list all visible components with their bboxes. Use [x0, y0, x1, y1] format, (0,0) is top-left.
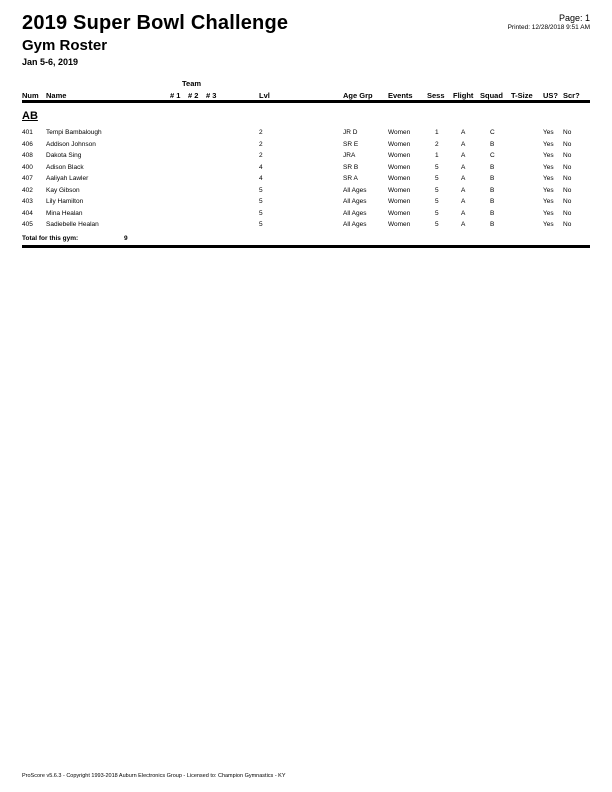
column-header-sess: Sess [427, 91, 445, 100]
row-squad: B [490, 221, 495, 228]
row-events: Women [388, 140, 411, 148]
column-header-lvl: Lvl [259, 91, 270, 100]
row-events: Women [388, 209, 411, 217]
row-age-grp: SR B [343, 163, 359, 171]
row-name: Aaliyah Lawler [46, 175, 89, 182]
row-sess: 5 [435, 175, 439, 182]
row-lvl: 5 [259, 221, 263, 228]
printed-timestamp: Printed: 12/28/2018 9:51 AM [507, 24, 590, 31]
column-header-flight: Flight [453, 91, 474, 100]
row-squad: B [490, 163, 495, 171]
row-us: Yes [543, 163, 554, 171]
row-events: Women [388, 175, 411, 182]
row-flight: A [461, 221, 466, 228]
row-flight: A [461, 152, 466, 159]
row-squad: B [490, 209, 495, 217]
column-header-team2: # 2 [188, 91, 199, 100]
gym-total-value: 9 [124, 235, 128, 242]
row-sess: 5 [435, 163, 439, 171]
row-num: 408 [22, 152, 33, 159]
row-lvl: 5 [259, 198, 263, 205]
column-header-us: US? [543, 91, 558, 100]
row-age-grp: All Ages [343, 209, 367, 217]
row-sess: 5 [435, 209, 439, 217]
table-row [0, 210, 612, 221]
row-events: Women [388, 163, 411, 171]
row-us: Yes [543, 140, 554, 148]
gym-code: AB [22, 110, 38, 122]
column-header-tsize: T-Size [511, 91, 533, 100]
table-row [0, 187, 612, 198]
row-sess: 1 [435, 129, 439, 136]
row-sess: 5 [435, 198, 439, 205]
row-squad: B [490, 186, 495, 194]
row-lvl: 5 [259, 209, 263, 217]
row-num: 405 [22, 221, 33, 228]
row-us: Yes [543, 209, 554, 217]
row-squad: C [490, 129, 495, 136]
row-squad: B [490, 175, 495, 182]
row-events: Women [388, 186, 411, 194]
row-squad: C [490, 152, 495, 159]
row-events: Women [388, 198, 411, 205]
row-scr: No [563, 140, 572, 148]
row-age-grp: JR D [343, 129, 358, 136]
row-sess: 2 [435, 140, 439, 148]
row-scr: No [563, 186, 572, 194]
row-us: Yes [543, 198, 554, 205]
column-header-events: Events [388, 91, 413, 100]
row-flight: A [461, 175, 466, 182]
table-row [0, 152, 612, 163]
row-sess: 1 [435, 152, 439, 159]
report-subtitle: Gym Roster [22, 37, 108, 54]
column-header-name: Name [46, 91, 67, 100]
table-row [0, 198, 612, 209]
column-header-num: Num [22, 91, 39, 100]
row-name: Addison Johnson [46, 140, 96, 148]
gym-section-divider [22, 245, 590, 248]
row-squad: B [490, 140, 495, 148]
row-scr: No [563, 209, 572, 217]
row-scr: No [563, 163, 572, 171]
row-lvl: 2 [259, 152, 263, 159]
row-flight: A [461, 209, 466, 217]
copyright-footer: ProScore v5.6.3 - Copyright 1993-2018 Auburn Electronics Group - Licensed to: Champion Gymnastics - KY [22, 773, 286, 779]
row-num: 400 [22, 163, 33, 171]
row-events: Women [388, 221, 411, 228]
row-name: Adison Black [46, 163, 84, 171]
row-sess: 5 [435, 221, 439, 228]
row-num: 406 [22, 140, 33, 148]
row-num: 402 [22, 186, 33, 194]
row-squad: B [490, 198, 495, 205]
row-lvl: 4 [259, 175, 263, 182]
column-header-squad: Squad [480, 91, 503, 100]
row-scr: No [563, 152, 572, 159]
table-row [0, 141, 612, 152]
row-age-grp: All Ages [343, 186, 367, 194]
row-age-grp: JRA [343, 152, 356, 159]
row-flight: A [461, 140, 466, 148]
row-us: Yes [543, 129, 554, 136]
row-age-grp: SR A [343, 175, 358, 182]
row-scr: No [563, 198, 572, 205]
table-row [0, 129, 612, 140]
row-num: 407 [22, 175, 33, 182]
row-name: Kay Gibson [46, 186, 80, 194]
row-us: Yes [543, 152, 554, 159]
table-row [0, 221, 612, 232]
row-name: Dakota Sing [46, 152, 82, 159]
column-header-team3: # 3 [206, 91, 217, 100]
row-scr: No [563, 175, 572, 182]
row-num: 401 [22, 129, 33, 136]
table-row [0, 164, 612, 175]
row-scr: No [563, 129, 572, 136]
row-age-grp: SR E [343, 140, 359, 148]
row-us: Yes [543, 175, 554, 182]
row-name: Mina Healan [46, 209, 83, 217]
row-flight: A [461, 163, 466, 171]
row-name: Sadiebelle Healan [46, 221, 99, 228]
row-flight: A [461, 129, 466, 136]
column-header-scr: Scr? [563, 91, 580, 100]
column-header-team1: # 1 [170, 91, 181, 100]
row-lvl: 2 [259, 140, 263, 148]
report-title: 2019 Super Bowl Challenge [22, 12, 289, 34]
row-events: Women [388, 129, 411, 136]
row-lvl: 5 [259, 186, 263, 194]
page-number: Page: 1 [558, 13, 590, 23]
row-age-grp: All Ages [343, 221, 367, 228]
gym-total-label: Total for this gym: [22, 235, 79, 242]
row-age-grp: All Ages [343, 198, 367, 205]
row-scr: No [563, 221, 572, 228]
row-us: Yes [543, 186, 554, 194]
row-lvl: 4 [259, 163, 263, 171]
row-name: Tempi Bambalough [46, 129, 102, 136]
row-us: Yes [543, 221, 554, 228]
row-num: 403 [22, 198, 33, 205]
row-sess: 5 [435, 186, 439, 194]
row-lvl: 2 [259, 129, 263, 136]
meet-dates: Jan 5-6, 2019 [22, 57, 79, 67]
header-divider [22, 100, 590, 103]
row-flight: A [461, 198, 466, 205]
column-header-age-grp: Age Grp [343, 91, 373, 100]
row-flight: A [461, 186, 466, 194]
row-name: Lily Hamilton [46, 198, 84, 205]
column-header-team: Team [182, 79, 202, 88]
table-row [0, 175, 612, 186]
row-num: 404 [22, 209, 33, 217]
row-events: Women [388, 152, 411, 159]
